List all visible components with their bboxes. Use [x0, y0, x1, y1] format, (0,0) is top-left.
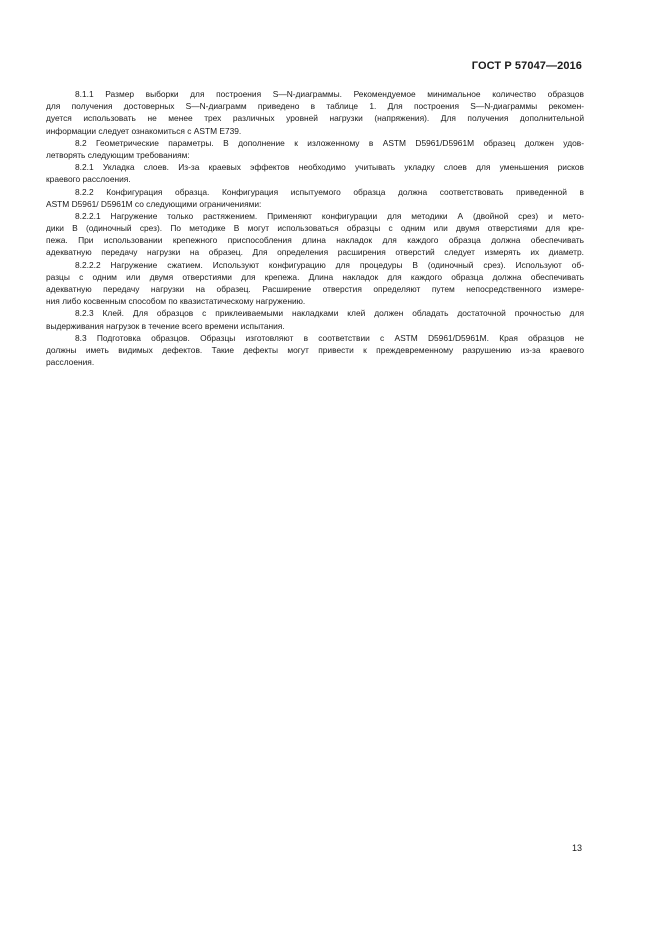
document-body [46, 88, 584, 368]
text-line: 8.2 Геометрические параметры. В дополнение к изложенному в ASTM D5961/D5961M образец должен удов- [75, 137, 584, 148]
text-line: 8.1.1 Размер выборки для построения S—N-диаграммы. Рекомендуемое минимальное количество образцов [75, 89, 584, 99]
text-line: ASTM D5961/ D5961M со следующими ограничениями: [46, 198, 262, 209]
text-line: дуется использовать не менее трех различных уровней нагрузки (напряжения). Для получения дополнительной [46, 113, 584, 124]
text-line: 8.2.2.2 Нагружение сжатием. Используют конфигурацию для процедуры В (одиночный срез). Используют об- [75, 259, 584, 270]
text-line: 8.2.1 Укладка слоев. Из-за краевых эффектов необходимо учитывать укладку слоев для уменьшения рисков [75, 162, 584, 173]
text-line: выдерживания нагрузок в течение всего времени испытания. [46, 320, 285, 331]
document-standard-header: ГОСТ Р 57047—2016 [471, 60, 582, 72]
page-number: 13 [571, 843, 582, 853]
text-line: адекватную передачу нагрузки на образец. Для определения расширения отверстий следует измерять их диаметр. [46, 247, 584, 258]
text-line: 8.3 Подготовка образцов. Образцы изготовляют в соответствии с ASTM D5961/D5961M. Края образцов не [75, 332, 584, 343]
text-line: расслоения. [46, 357, 95, 368]
text-line: разцы с одним или двумя отверстиями для крепежа. Длина накладок для каждого образца должна обеспечивать [46, 271, 584, 282]
text-line: адекватную передачу нагрузки на образец. Расширение отверстия определяют путем непосредственного измере- [46, 284, 584, 294]
text-line: летворять следующим требованиям: [46, 149, 190, 160]
text-line: информации следует ознакомиться с ASTM E739. [46, 125, 242, 136]
text-line: для получения достоверных S—N-диаграмм приведено в таблице 1. Для построения S—N-диаграммы рекомен- [46, 101, 584, 112]
text-line: краевого расслоения. [46, 174, 131, 185]
text-line: 8.2.2 Конфигурация образца. Конфигурация испытуемого образца должна соответствовать приведенной в [75, 186, 584, 197]
text-line: ния либо косвенным способом по квазистатическому нагружению. [46, 296, 306, 307]
text-line: дики В (одиночный срез). По методике В могут использоваться образцы с одним или двумя отверстиями для кре- [46, 223, 584, 234]
text-line: пежа. При использовании крепежного приспособления длина накладок для каждого образца должна обеспечивать [46, 235, 584, 246]
text-line: 8.2.2.1 Нагружение только растяжением. Применяют конфигурации для методики А (двойной срез) и мето- [75, 210, 584, 221]
text-line: 8.2.3 Клей. Для образцов с приклеиваемыми накладками клей должен обладать достаточной прочностью для [75, 308, 584, 319]
text-line: должны иметь видимых дефектов. Такие дефекты могут привести к преждевременному разрушению из-за краевого [46, 344, 584, 355]
